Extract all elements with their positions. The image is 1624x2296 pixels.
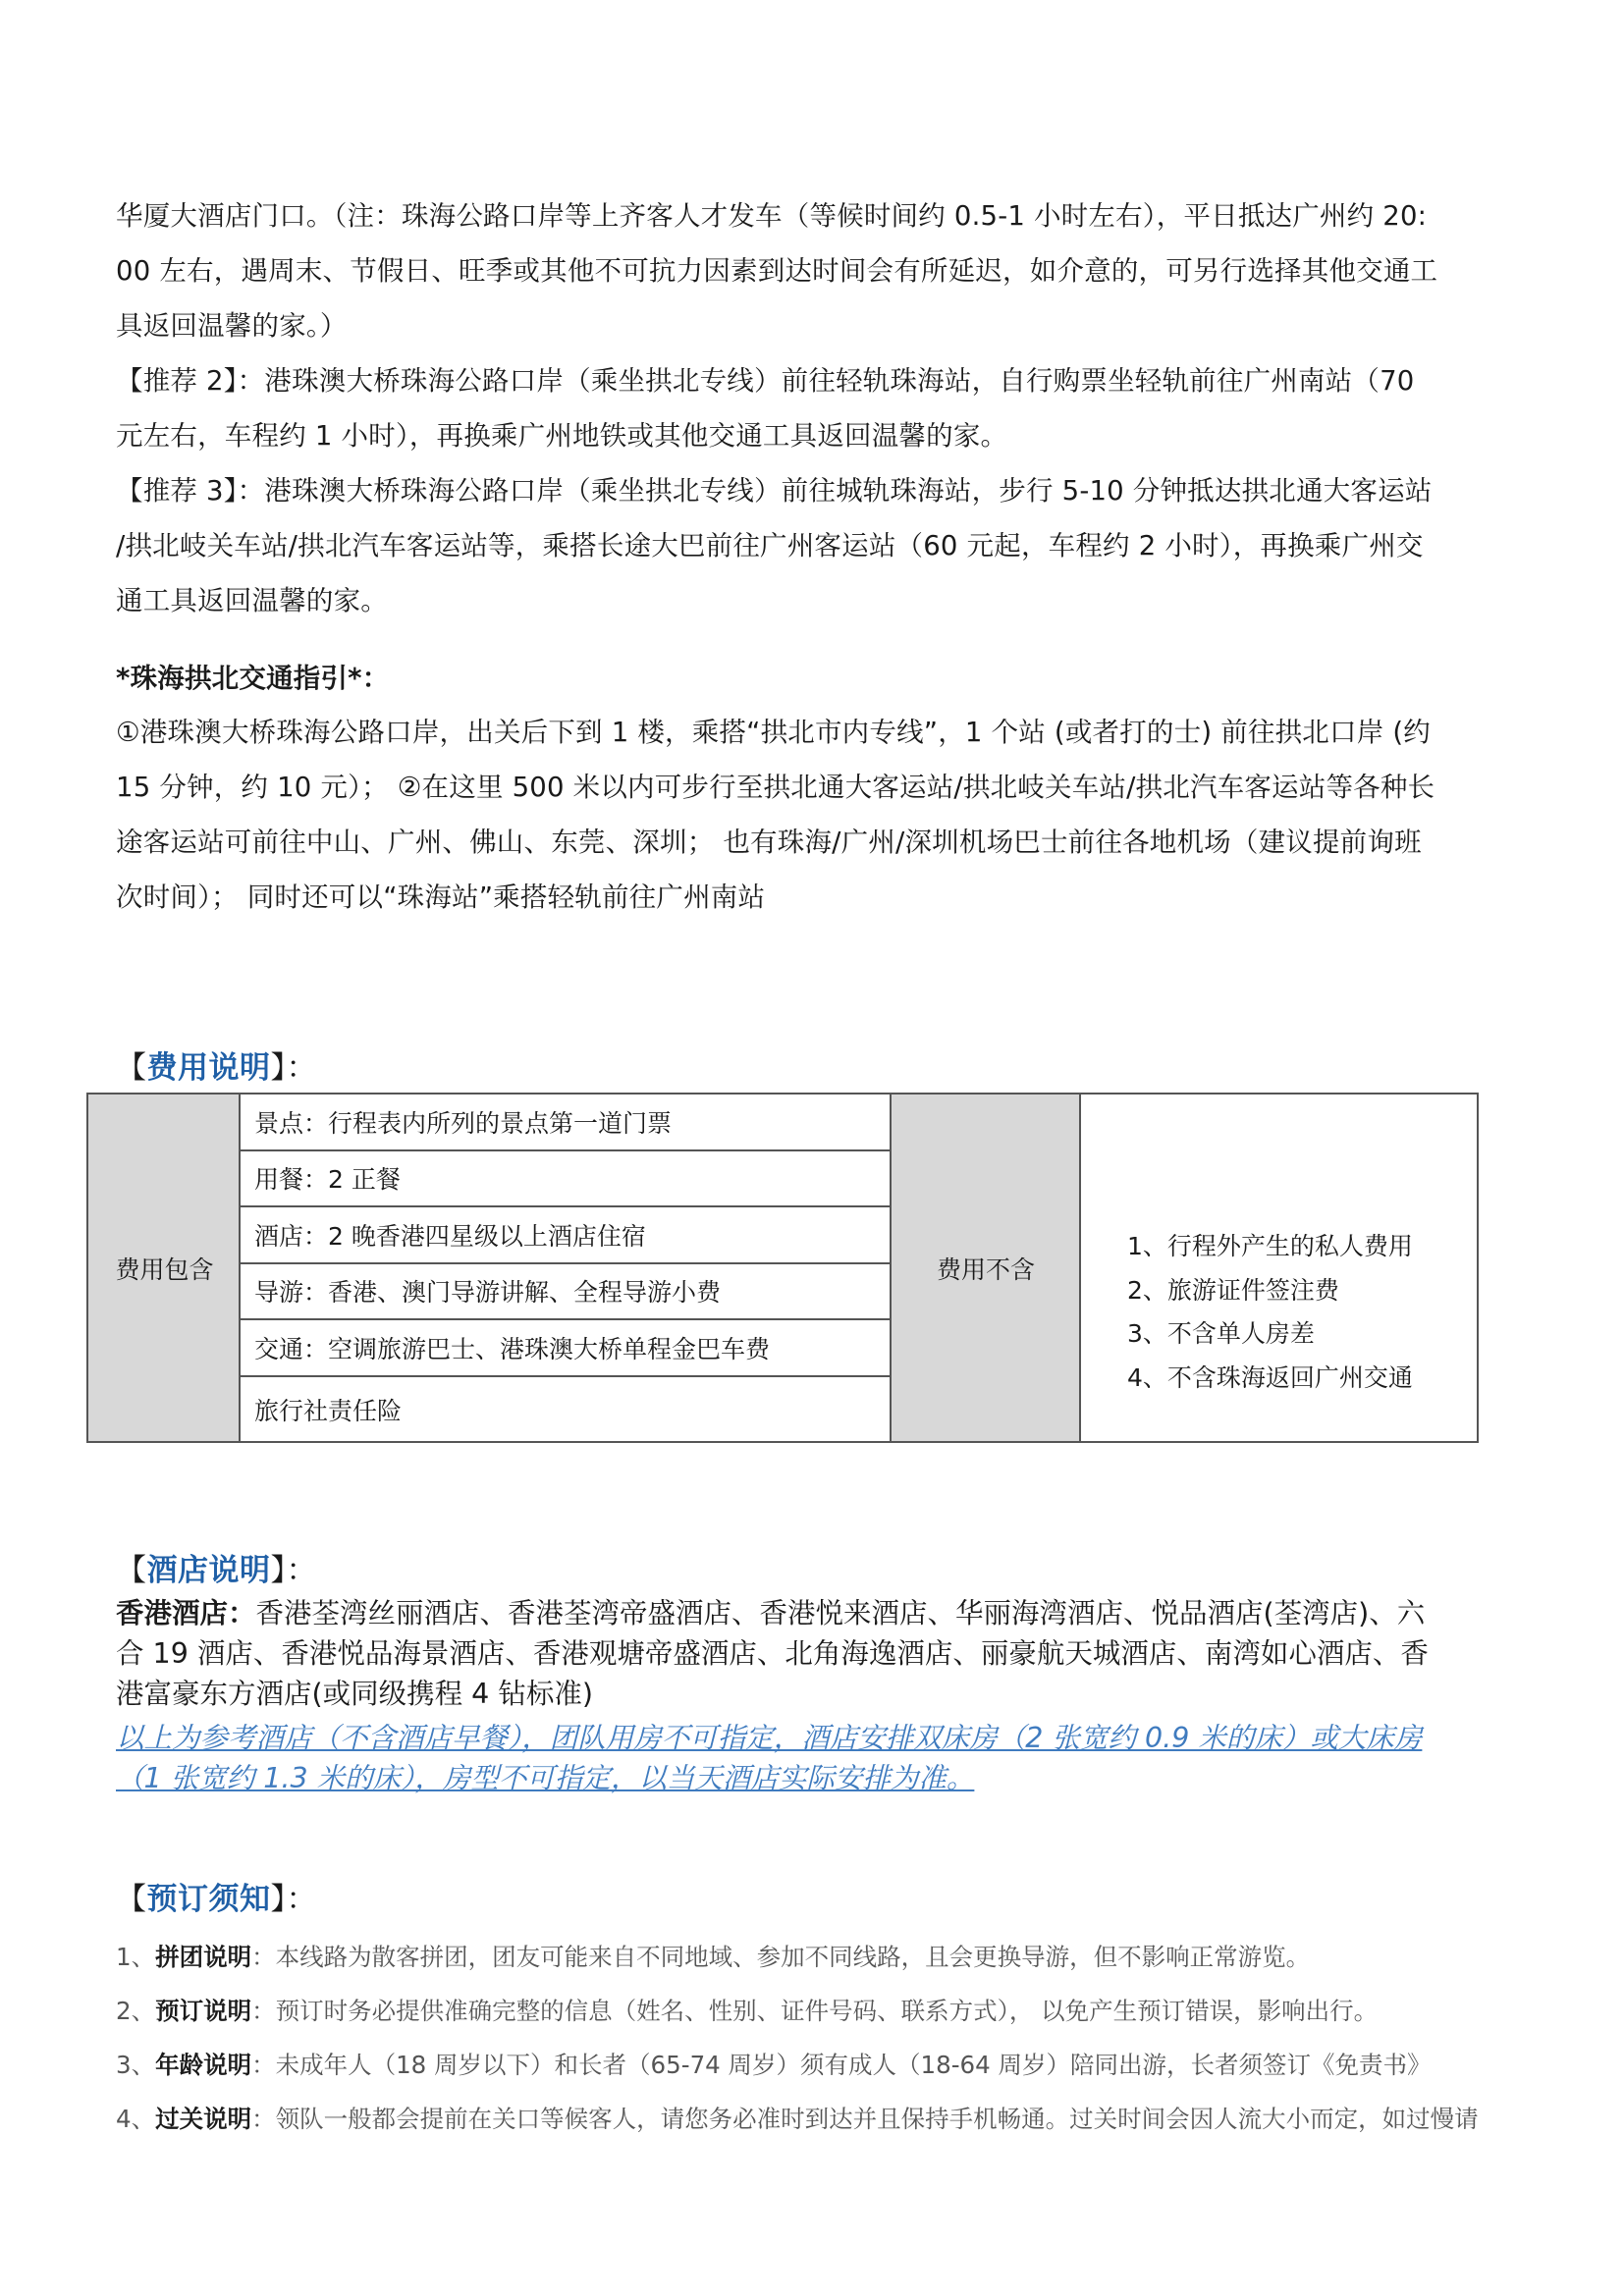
fee-included-row: 交通：空调旅游巴士、港珠澳大桥单程金巴车费 [241,1320,892,1377]
text-line [116,1593,1520,1633]
notice-text: ：未成年人（18 周岁以下）和长者（65-74 周岁）须有成人（18-64 周岁）陪同出游，长者须签订《免责书》 [251,2051,1432,2079]
notice-item [116,2092,1530,2146]
hotel-line: 港富豪东方酒店(或同级携程 4 钻标准) [116,1678,593,1710]
notice-text: ：本线路为散客拼团，团友可能来自不同地域、参加不同线路，且会更换导游，但不影响正常游览。 [251,1943,1311,1971]
booking-section-title [116,1874,317,1918]
text-line: 通工具返回温馨的家。 [116,585,388,616]
guide-title: *珠海拱北交通指引*： [116,663,390,694]
title-text: 费用说明 [146,1050,271,1086]
fee-included-row: 酒店：2 晚香港四星级以上酒店住宿 [241,1207,892,1264]
notice-item [116,1984,1530,2038]
notice-number: 3、 [116,2051,156,2079]
text-line: 华厦大酒店门口。（注：珠海公路口岸等上齐客人才发车（等候时间约 0.5-1 小时左右），平日抵达广州约 20: [116,200,1428,232]
hotel-note [116,1718,1520,1798]
recommend-2-paragraph [116,353,1520,463]
hk-hotel-label: 香港酒店： [116,1597,256,1629]
notice-number: 4、 [116,2105,156,2133]
title-text: 酒店说明 [146,1553,271,1588]
title-bracket-open: 【 [116,1050,147,1086]
fee-excluded-item: 4、不含珠海返回广州交通 [1127,1362,1413,1392]
title-bracket-close: 】： [270,1882,317,1917]
fee-included-row: 导游：香港、澳门导游讲解、全程导游小费 [241,1264,892,1321]
fee-excluded-item: 2、旅游证件签注费 [1127,1275,1339,1305]
title-bracket-close: 】： [270,1050,317,1086]
notice-number: 1、 [116,1943,156,1971]
hotel-line: 合 19 酒店、香港悦品海景酒店、香港观塘帝盛酒店、北角海逸酒店、丽豪航天城酒店、南湾如心酒店、香 [116,1637,1429,1670]
fee-included-label: 费用包含 [88,1095,241,1441]
fee-excluded-list [1127,1225,1413,1400]
title-bracket-close: 】： [270,1553,317,1588]
text-line: 00 左右，遇周末、节假日、旺季或其他不可抗力因素到达时间会有所延迟，如介意的，可另行选择其他交通工 [116,255,1438,287]
fee-excluded-item: 1、行程外产生的私人费用 [1127,1232,1413,1260]
note-line: （1 张宽约 1.3 米的床），房型不可指定，以当天酒店实际安排为准。 [116,1762,975,1794]
fee-excluded-label: 费用不含 [892,1095,1080,1441]
recommend-3-paragraph [116,463,1520,628]
hotel-section-title [116,1545,317,1589]
text-line: 次时间）； 同时还可以“珠海站”乘搭轻轨前往广州南站 [116,881,766,913]
notice-item [116,1930,1530,1984]
text-line: /拱北岐关车站/拱北汽车客运站等，乘搭长途大巴前往广州客运站（60 元起，车程约 2 小时），再换乘广州交 [116,530,1424,561]
notice-item [116,2038,1530,2092]
note-line: 以上为参考酒店（不含酒店早餐），团队用房不可指定，酒店安排双床房（2 张宽约 0.9 米的床）或大床房 [116,1722,1423,1754]
title-bracket-open: 【 [116,1882,147,1917]
fee-section-title [116,1042,317,1087]
notice-text: ：领队一般都会提前在关口等候客人，请您务必准时到达并且保持手机畅通。过关时间会因人流大小而定，如过慢请 [251,2105,1479,2133]
guide-paragraph [116,705,1520,925]
hotel-list [116,1593,1520,1714]
fee-included-row: 景点：行程表内所列的景点第一道门票 [241,1095,892,1151]
notice-number: 2、 [116,1997,156,2025]
text-line: 元左右，车程约 1 小时），再换乘广州地铁或其他交通工具返回温馨的家。 [116,420,1008,452]
title-bracket-open: 【 [116,1553,147,1588]
fee-excluded-item: 3、不含单人房差 [1127,1319,1315,1348]
fee-included-row: 旅行社责任险 [254,1396,403,1425]
transport-paragraph [116,188,1520,353]
text-line: ①港珠澳大桥珠海公路口岸，出关后下到 1 楼，乘搭“拱北市内专线”，1 个站 (或者打的士) 前往拱北口岸 (约 [116,717,1431,748]
text-line: 途客运站可前往中山、广州、佛山、东莞、深圳； 也有珠海/广州/深圳机场巴士前往各地机场（建议提前询班 [116,827,1422,858]
text-line: 具返回温馨的家。） [116,310,348,342]
fee-included-row: 用餐：2 正餐 [241,1151,892,1208]
title-text: 预订须知 [146,1882,271,1917]
notice-text: ：预订时务必提供准确完整的信息（姓名、性别、证件号码、联系方式）， 以免产生预订错误，影响出行。 [251,1997,1379,2025]
notice-key: 预订说明 [155,1997,252,2025]
notice-key: 年龄说明 [155,2051,252,2079]
notice-key: 拼团说明 [155,1943,252,1971]
text-line: 【推荐 3】：港珠澳大桥珠海公路口岸（乘坐拱北专线）前往城轨珠海站，步行 5-10 分钟抵达拱北通大客运站 [116,475,1433,507]
table-divider [1079,1095,1081,1441]
booking-notice-list [116,1930,1530,2146]
notice-key: 过关说明 [155,2105,252,2133]
text-line: 15 分钟，约 10 元）； ②在这里 500 米以内可步行至拱北通大客运站/拱北岐关车站/拱北汽车客运站等各种长 [116,772,1435,803]
text-line: 【推荐 2】：港珠澳大桥珠海公路口岸（乘坐拱北专线）前往轻轨珠海站，自行购票坐轻轨前往广州南站（70 [116,365,1415,397]
hotel-line: 香港荃湾丝丽酒店、香港荃湾帝盛酒店、香港悦来酒店、华丽海湾酒店、悦品酒店(荃湾店)、六 [255,1597,1426,1629]
